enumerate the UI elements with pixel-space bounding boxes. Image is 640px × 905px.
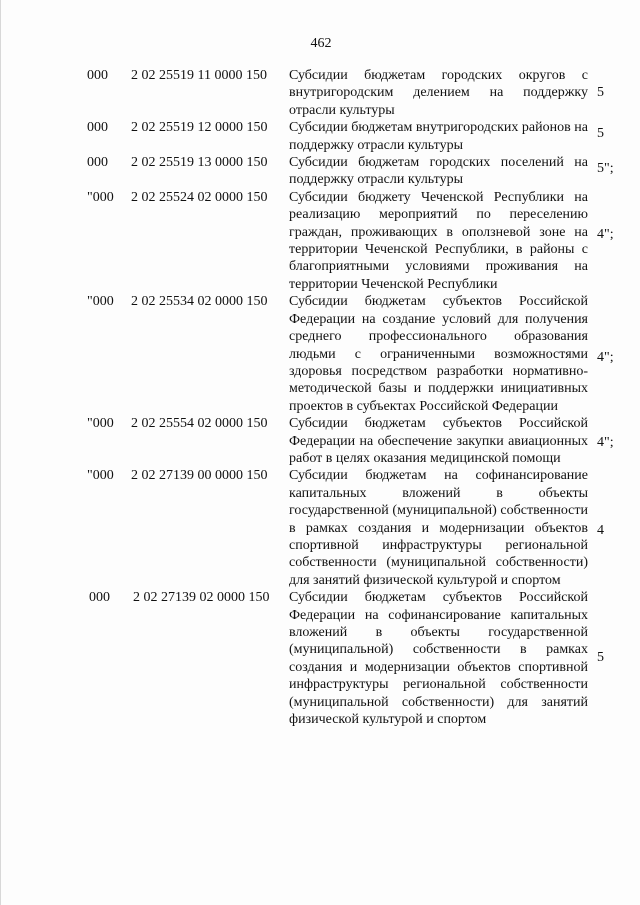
revenue-description: Субсидии бюджетам субъектов Российской Федерации на создание условий для получения среднего профессионального образования людьми с ограниченными возможностями здоровья посредством разработки нормативно-методической базы и поддержки инициативных проектов в субъектах Российской Федерации	[289, 294, 588, 414]
amount-value: 4";	[597, 226, 614, 242]
amount-value: 4	[597, 523, 604, 539]
revenue-description: Субсидии бюджетам городских поселений на поддержку отрасли культуры	[289, 155, 588, 188]
revenue-description: Субсидии бюджетам субъектов Российской Федерации на обеспечение закупки авиационных работ в целях оказания медицинской помощи	[289, 416, 588, 466]
revenue-description: Субсидии бюджету Чеченской Республики на реализацию мероприятий по переселению граждан, проживающих в оползневой зоне на территории Чеченской Республики, в районы с благоприятными условиями проживания на территории Чеченской Республики	[289, 189, 588, 292]
budget-classification-code: 2 02 25554 02 0000 150	[131, 416, 268, 432]
amount-value: 5	[597, 650, 604, 666]
budget-classification-code: 2 02 25519 13 0000 150	[131, 155, 268, 171]
table-row	[1, 154, 640, 189]
budget-classification-code: 2 02 27139 02 0000 150	[133, 590, 270, 606]
revenue-description: Субсидии бюджетам на софинансирование капитальных вложений в объекты государственной (муниципальной) собственности в рамках создания и модернизации объектов спортивной инфраструктуры региональной собственности (муниципальной собственности) для занятий физической культурой и спортом	[289, 468, 588, 588]
budget-classification-code: 2 02 25519 11 0000 150	[131, 68, 267, 83]
amount-value: 4";	[597, 350, 614, 366]
admin-code: 000	[87, 155, 108, 171]
table-row	[1, 119, 640, 154]
admin-code: "000	[87, 189, 114, 205]
page-number: 462	[310, 36, 332, 51]
amount-value: 4";	[597, 435, 614, 451]
budget-classification-code: 2 02 27139 00 0000 150	[131, 468, 268, 484]
admin-code: "000	[87, 468, 114, 484]
table-row	[1, 415, 640, 467]
admin-code: 000	[87, 68, 108, 83]
budget-classification-code: 2 02 25519 12 0000 150	[131, 120, 268, 136]
admin-code: "000	[87, 294, 114, 310]
amount-value: 5	[597, 85, 604, 100]
revenue-description: Субсидии бюджетам городских округов с внутригородским делением на поддержку отрасли культуры	[289, 68, 588, 118]
table-row	[1, 189, 640, 293]
table-row	[1, 467, 640, 589]
table-row	[1, 589, 640, 728]
revenue-description: Субсидии бюджетам субъектов Российской Федерации на софинансирование капитальных вложений в объекты государственной (муниципальной) собственности в рамках создания и модернизации объектов спортивной инфраструктуры региональной собственности (муниципальной собственности) для занятий физической культурой и спортом	[289, 590, 588, 728]
table-row	[1, 67, 640, 119]
budget-classification-code: 2 02 25524 02 0000 150	[131, 189, 268, 205]
budget-classification-code: 2 02 25534 02 0000 150	[131, 294, 268, 310]
admin-code: 000	[87, 120, 108, 136]
amount-value: 5	[597, 126, 604, 142]
admin-code: 000	[89, 590, 110, 606]
revenue-description: Субсидии бюджетам внутригородских районов на поддержку отрасли культуры	[289, 120, 588, 153]
table-row	[1, 293, 640, 415]
budget-table	[1, 67, 640, 728]
admin-code: "000	[87, 416, 114, 432]
amount-value: 5";	[597, 161, 614, 177]
